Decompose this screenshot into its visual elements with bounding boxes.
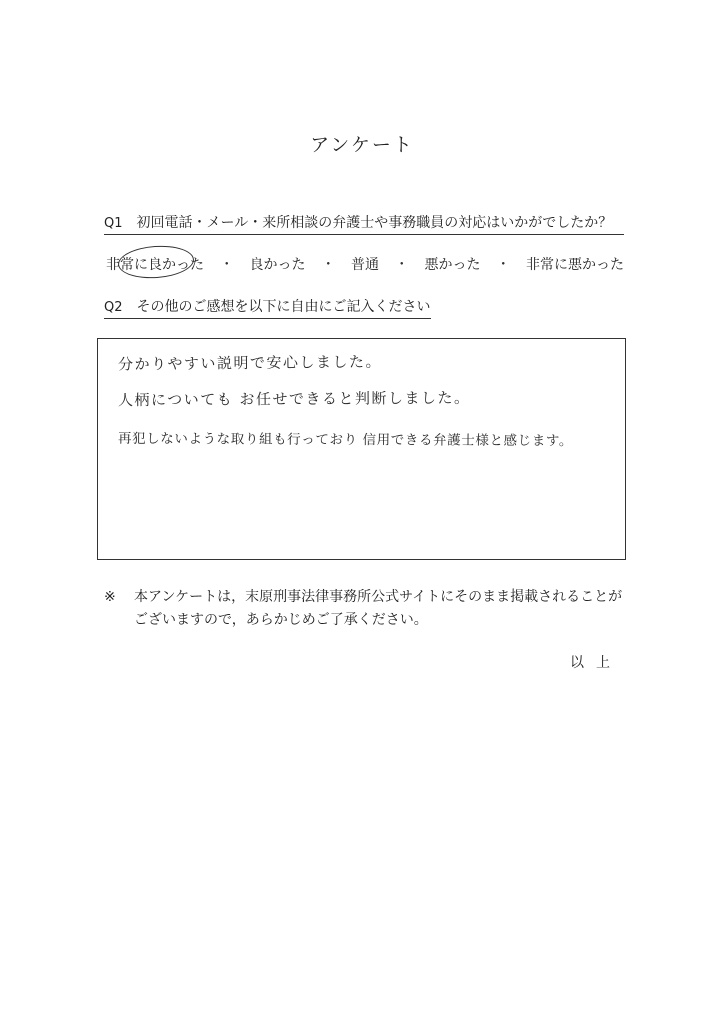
question-1-text: 初回電話・メール・来所相談の弁護士や事務職員の対応はいかがでしたか？	[136, 215, 613, 231]
question-1-options	[106, 254, 624, 274]
handwritten-answer-line: 再犯しないような取り組も行っており 信用できる弁護士様と感じます。	[117, 430, 574, 450]
note-text: 本アンケートは，末原刑事法律事務所公式サイトにそのまま掲載されることがございますので，あらかじめご了承ください。	[134, 589, 623, 628]
question-2-number: Q2	[104, 300, 123, 315]
question-1	[104, 212, 624, 235]
option-bad[interactable]: 悪かった	[424, 257, 481, 273]
question-2-text: その他のご感想を以下に自由にご記入ください	[136, 299, 431, 315]
closing-text: 以上	[570, 655, 622, 671]
option-good[interactable]: 良かった	[249, 257, 306, 273]
handwritten-answer-line: 人柄についても お任せできると判断しました。	[117, 388, 471, 410]
option-separator: ・	[219, 257, 234, 273]
note-mark: ※	[104, 589, 116, 605]
option-separator: ・	[394, 257, 409, 273]
option-very-good[interactable]: 非常に良かった	[106, 254, 204, 274]
option-very-bad[interactable]: 非常に悪かった	[526, 257, 624, 273]
question-1-number: Q1	[104, 216, 123, 231]
survey-title: アンケート	[310, 134, 414, 156]
handwritten-answer-line: 分かりやすい説明で安心しました。	[117, 352, 383, 374]
option-separator: ・	[321, 257, 336, 273]
question-2	[104, 296, 431, 319]
publication-note	[104, 586, 628, 632]
option-average[interactable]: 普通	[351, 257, 379, 273]
option-separator: ・	[496, 257, 511, 273]
